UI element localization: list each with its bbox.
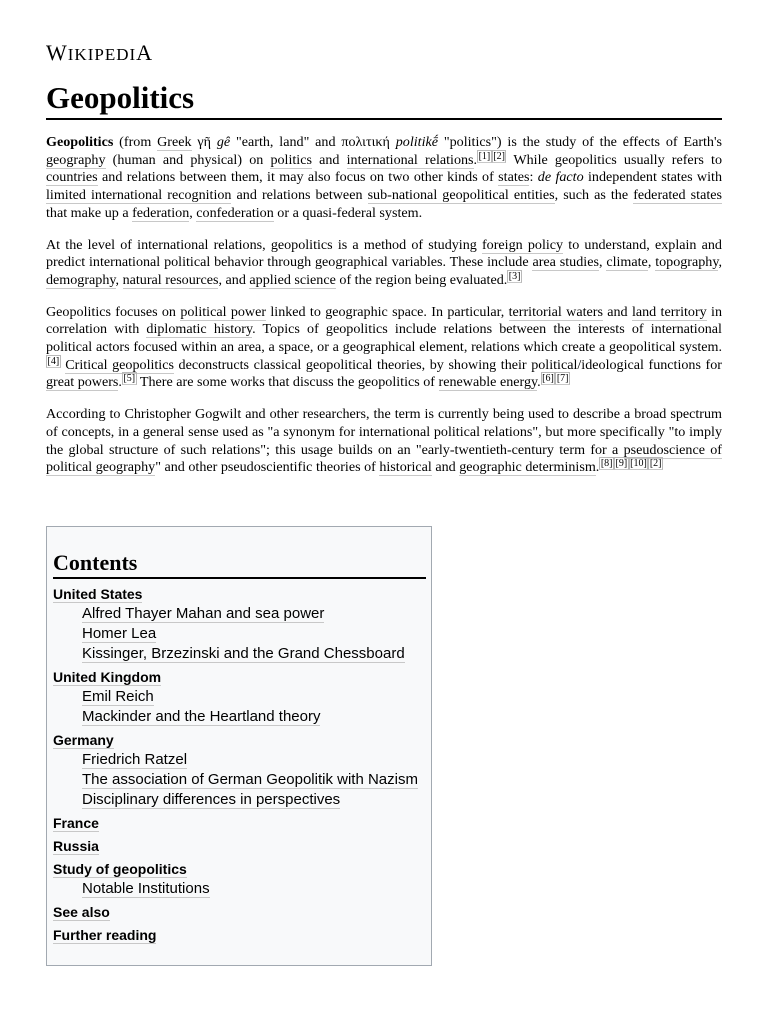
article-page: [46, 40, 722, 491]
citation-superscript: [648, 457, 663, 470]
citation-superscript: [492, 150, 507, 163]
toc-section: [53, 837, 426, 856]
paragraph-text: ,: [598, 254, 607, 271]
paragraph-text: ,: [115, 271, 123, 288]
citation-link[interactable]: [6]: [542, 373, 554, 385]
toc-section: [53, 668, 426, 727]
article-link[interactable]: land territory: [631, 303, 707, 320]
toc-subsection: [82, 604, 426, 624]
article-link[interactable]: federated states: [633, 187, 722, 204]
logo-first-letter: W: [46, 40, 68, 65]
toc-subsection-link[interactable]: Alfred Thayer Mahan and sea power: [82, 605, 325, 622]
paragraph-text: .: [537, 374, 541, 391]
article-link[interactable]: topography: [655, 254, 719, 271]
citation-superscript: [614, 457, 629, 470]
article-link[interactable]: countries: [46, 169, 98, 186]
toc-subsection-link[interactable]: Friedrich Ratzel: [82, 751, 188, 768]
citation-superscript: [46, 355, 61, 368]
article-link[interactable]: international relations: [346, 151, 474, 168]
paragraph-text: γῆ: [191, 134, 217, 150]
toc-subsection-link[interactable]: Mackinder and the Heartland theory: [82, 708, 321, 725]
paragraph-text: . Topics of geopolitics include relations between the interests of international political actors focused within an area, a space, or a geographical element, relations which create a geopolitical system.: [46, 321, 722, 356]
article-link[interactable]: foreign policy: [481, 236, 564, 253]
logo-last-letter: A: [136, 40, 154, 65]
paragraph-text: There are some works that discuss the geopolitics of: [136, 374, 439, 391]
article-link[interactable]: area studies: [532, 254, 599, 271]
paragraph-text: ,: [718, 254, 723, 271]
article-link[interactable]: Greek: [157, 134, 192, 150]
toc-section: [53, 585, 426, 664]
paragraph-text: and: [602, 303, 632, 320]
article-link[interactable]: great powers: [46, 374, 119, 391]
paragraph-text: deconstructs classical geopolitical theories, by showing their political/ideological functions for: [173, 356, 722, 373]
toc-section-link[interactable]: Further reading: [53, 927, 157, 943]
italic-term: politikḗ: [395, 134, 439, 150]
citation-link[interactable]: [1]: [478, 150, 491, 162]
citation-superscript: [555, 372, 570, 385]
citation-link[interactable]: [2]: [649, 458, 662, 470]
citation-link[interactable]: [10]: [630, 458, 647, 470]
article-link[interactable]: applied science: [249, 271, 336, 288]
paragraph-text: .: [118, 374, 122, 391]
citation-link[interactable]: [2]: [493, 150, 505, 162]
toc-subsection: [82, 624, 426, 644]
toc-subsection: [82, 687, 426, 707]
toc-subsection-list: [53, 750, 426, 810]
paragraph-text: that make up a: [46, 204, 133, 221]
paragraph-text: ,: [647, 254, 656, 271]
toc-subsection-list: [53, 879, 426, 899]
citation-superscript: [541, 372, 556, 385]
toc-section: [53, 731, 426, 810]
article-link[interactable]: climate: [606, 254, 648, 271]
table-of-contents: [46, 526, 432, 966]
article-link[interactable]: states: [498, 169, 530, 186]
article-link[interactable]: renewable energy: [438, 374, 538, 391]
citation-link[interactable]: [5]: [123, 373, 136, 385]
toc-section: [53, 903, 426, 922]
paragraph-text: of the region being evaluated.: [335, 271, 508, 288]
toc-subsection-link[interactable]: Kissinger, Brzezinski and the Grand Chessboard: [82, 645, 405, 662]
italic-term: de facto: [537, 169, 584, 186]
toc-section: [53, 814, 426, 833]
paragraph-text: and relations between them, it may also focus on two other kinds of: [97, 169, 499, 186]
toc-subsection-list: [53, 604, 426, 664]
toc-subsection-list: [53, 687, 426, 727]
paragraph-text: Geopolitics focuses on: [46, 303, 181, 320]
article-link[interactable]: confederation: [196, 204, 274, 221]
page-title: Geopolitics: [46, 80, 195, 115]
toc-subsection-link[interactable]: Homer Lea: [82, 625, 157, 642]
toc-section-link[interactable]: Study of geopolitics: [53, 861, 187, 877]
toc-subsection-link[interactable]: Emil Reich: [82, 688, 154, 705]
article-link[interactable]: Critical geopolitics: [65, 356, 174, 373]
paragraph-text: (from: [113, 134, 158, 150]
citation-superscript: [507, 270, 522, 283]
italic-term: gê: [216, 134, 231, 150]
toc-subsection: [82, 879, 426, 899]
citation-superscript: [599, 457, 614, 470]
toc-title: Contents: [53, 549, 426, 579]
toc-subsection-link[interactable]: The association of German Geopolitik with Nazism: [82, 771, 418, 788]
toc-section-link[interactable]: United States: [53, 586, 143, 602]
article-link[interactable]: federation: [132, 204, 190, 221]
toc-list: [53, 585, 426, 945]
paragraph-text: and: [311, 151, 347, 168]
citation-link[interactable]: [4]: [47, 355, 60, 367]
wikipedia-logo[interactable]: [46, 40, 722, 66]
paragraph-text: and: [431, 459, 460, 476]
citation-link[interactable]: [3]: [508, 270, 521, 282]
article-link[interactable]: historical: [379, 459, 432, 476]
paragraph-text: independent states with: [583, 169, 722, 186]
paragraph-text: in correlation with: [46, 303, 722, 338]
paragraph-text: , such as the: [554, 187, 634, 204]
paragraph-text: " and other pseudoscientific theories of: [155, 459, 380, 476]
citation-link[interactable]: [8]: [600, 458, 613, 470]
paragraph-text: and relations between: [231, 187, 368, 204]
article-link[interactable]: limited international recognition: [46, 187, 232, 204]
toc-subsection: [82, 790, 426, 810]
toc-section-link[interactable]: France: [53, 815, 99, 831]
title-underline-divider: [46, 118, 722, 120]
paragraph-text: .: [473, 151, 478, 168]
paragraph-text: or a quasi-federal system.: [273, 204, 423, 221]
toc-subsection-link[interactable]: Disciplinary differences in perspectives: [82, 791, 341, 808]
toc-subsection-link[interactable]: Notable Institutions: [82, 880, 210, 897]
article-link[interactable]: geography: [46, 151, 106, 168]
toc-subsection: [82, 644, 426, 664]
citation-link[interactable]: [9]: [615, 458, 628, 470]
citation-superscript: [122, 372, 137, 385]
paragraph-text: to understand, explain and predict international political behavior through geographical variables. These include: [46, 236, 722, 271]
logo-middle-letters: IKIPEDI: [67, 45, 137, 64]
article-link[interactable]: diplomatic history: [146, 321, 253, 338]
bold-term: Geopolitics: [46, 134, 114, 150]
toc-section-link[interactable]: See also: [53, 904, 110, 920]
paragraph-text: According to Christopher Gogwilt and other researchers, the term is currently being used to describe a broad spectrum of concepts, in a general sense used as "a synonym for international political relations", but more specifically "to imply the global structure of such relations"; this usage builds on an "early-twentieth-century term for a: [46, 406, 722, 458]
article-link[interactable]: pseudoscience of political geography: [46, 441, 722, 476]
citation-superscript: [477, 150, 492, 163]
paragraph-text: "earth, land" and πολιτική: [230, 134, 396, 150]
paragraph-text: At the level of international relations, geopolitics is a method of studying: [46, 236, 482, 253]
article-link[interactable]: demography: [46, 271, 116, 288]
citation-link[interactable]: [7]: [556, 373, 569, 385]
toc-subsection: [82, 770, 426, 790]
article-link[interactable]: territorial waters: [508, 303, 603, 320]
paragraph-text: :: [529, 169, 538, 186]
intro-paragraph-4: [46, 406, 722, 477]
paragraph-text: .: [595, 459, 600, 476]
toc-section: [53, 860, 426, 899]
toc-section-link[interactable]: Russia: [53, 838, 99, 854]
toc-subsection: [82, 750, 426, 770]
toc-section: [53, 926, 426, 945]
intro-paragraph-2: [46, 237, 722, 290]
citation-superscript: [629, 457, 649, 470]
paragraph-text: While geopolitics usually refers to: [506, 151, 722, 168]
paragraph-text: (human and physical) on: [105, 151, 271, 168]
article-link[interactable]: geographic determinism: [459, 459, 596, 476]
paragraph-text: , and: [218, 271, 250, 288]
toc-subsection: [82, 707, 426, 727]
intro-paragraph-3: [46, 304, 722, 393]
article-link[interactable]: natural resources: [122, 271, 219, 288]
paragraph-text: linked to geographic space. In particular,: [266, 303, 509, 320]
article-link[interactable]: politics: [270, 151, 312, 168]
paragraph-text: ,: [189, 204, 197, 221]
article-link[interactable]: political power: [180, 303, 267, 320]
toc-section-link[interactable]: United Kingdom: [53, 669, 162, 685]
article-link[interactable]: sub-national geopolitical entities: [367, 187, 555, 204]
intro-paragraph-1: [46, 134, 722, 223]
paragraph-text: "politics") is the study of the effects of Earth's: [438, 134, 723, 150]
toc-section-link[interactable]: Germany: [53, 732, 114, 748]
